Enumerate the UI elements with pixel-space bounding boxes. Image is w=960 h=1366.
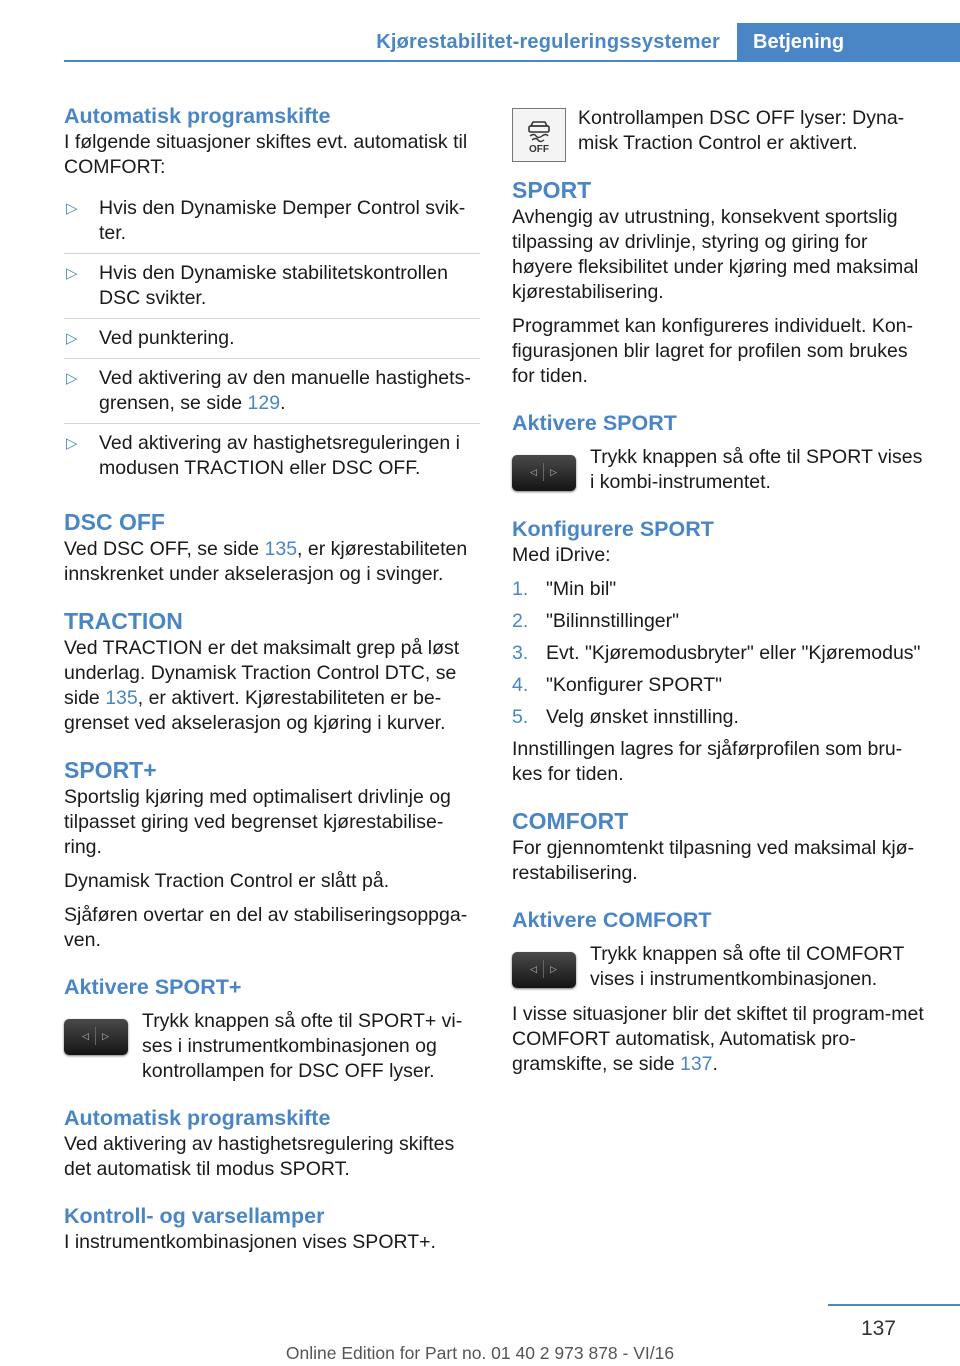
page-link-135[interactable]: 135 bbox=[264, 538, 298, 560]
header-rule bbox=[64, 60, 960, 62]
triangle-bullet-icon: ▷ bbox=[66, 265, 78, 282]
right-column bbox=[512, 102, 930, 1086]
page-number: 137 bbox=[860, 1317, 896, 1340]
paragraph: Med iDrive: bbox=[512, 544, 611, 566]
instruction-with-icon: ◁ ▷ Trykk knappen så ofte til SPORT vises i kombi-instrumentet. bbox=[512, 445, 930, 495]
triangle-bullet-icon: ▷ bbox=[66, 200, 78, 217]
paragraph: Ved DSC OFF, se side 135, er kjørestabiliteten innskrenket under akselerasjon og i svinger. bbox=[64, 538, 468, 585]
list-item: 3. Evt. "Kjøremodusbryter" eller "Kjøremodus" bbox=[512, 642, 921, 664]
left-column bbox=[64, 102, 480, 1264]
heading-dsc-off: DSC OFF bbox=[64, 509, 165, 535]
instruction-with-icon: OFF Kontrollampen DSC OFF lyser: Dyna-misk Traction Control er aktivert. bbox=[512, 106, 930, 156]
list-item: 4. "Konfigurer SPORT" bbox=[512, 674, 723, 696]
heading-aktivere-comfort: Aktivere COMFORT bbox=[512, 908, 712, 932]
driving-mode-button-icon: ◁ ▷ bbox=[512, 952, 576, 988]
bullet-list bbox=[64, 189, 480, 488]
driving-mode-button-icon: ◁ ▷ bbox=[512, 455, 576, 491]
heading-automatisk-programskifte-2: Automatisk programskifte bbox=[64, 1106, 331, 1130]
footer-rule bbox=[828, 1304, 960, 1306]
instruction-with-icon: ◁ ▷ Trykk knappen så ofte til SPORT+ vi-ses i instrumentkombinasjonen og kontrollampen for DSC OFF lyser. bbox=[64, 1009, 480, 1084]
paragraph: I følgende situasjoner skiftes evt. automatisk til COMFORT: bbox=[64, 131, 468, 178]
heading-kontroll-og-varsellamper: Kontroll- og varsellamper bbox=[64, 1204, 325, 1228]
header-chapter-tab[interactable]: Betjening bbox=[737, 23, 960, 62]
list-item: ▷ Hvis den Dynamiske stabilitetskontrollen DSC svikter. bbox=[64, 254, 480, 319]
list-item: ▷ Ved punktering. bbox=[64, 319, 480, 359]
page-link-137[interactable]: 137 bbox=[679, 1053, 713, 1075]
heading-sport-plus: SPORT+ bbox=[64, 757, 157, 783]
list-item: ▷ Ved aktivering av hastighetsreguleringen i modusen TRACTION eller DSC OFF. bbox=[66, 432, 460, 479]
paragraph: Avhengig av utrustning, konsekvent sportslig tilpassing av drivlinje, styring og giring for høyere fleksibilitet under kjøring med maksimal kjørestabilisering. bbox=[512, 206, 919, 303]
list-item: ▷ Ved aktivering av den manuelle hastighets-grensen, se side 129. bbox=[64, 359, 480, 424]
heading-konfigurere-sport: Konfigurere SPORT bbox=[512, 517, 714, 541]
driving-mode-button-icon: ◁ ▷ bbox=[64, 1019, 128, 1055]
triangle-bullet-icon: ▷ bbox=[66, 330, 78, 347]
instruction-with-icon: ◁ ▷ Trykk knappen så ofte til COMFORT vises i instrumentkombinasjonen. bbox=[512, 942, 930, 992]
edition-note: Online Edition for Part no. 01 40 2 973 878 - VI/16 bbox=[285, 1343, 675, 1363]
triangle-bullet-icon: ▷ bbox=[66, 370, 78, 387]
heading-aktivere-sport-plus: Aktivere SPORT+ bbox=[64, 975, 242, 999]
paragraph: Dynamisk Traction Control er slått på. bbox=[64, 870, 390, 892]
paragraph: Ved aktivering av hastighetsregulering skiftes det automatisk til modus SPORT. bbox=[64, 1133, 455, 1180]
heading-sport: SPORT bbox=[512, 177, 592, 203]
list-item: 2. "Bilinnstillinger" bbox=[512, 610, 680, 632]
list-item: ▷ Hvis den Dynamiske Demper Control svik-ter. bbox=[64, 189, 480, 254]
triangle-bullet-icon: ▷ bbox=[66, 435, 78, 452]
heading-aktivere-sport: Aktivere SPORT bbox=[512, 411, 677, 435]
paragraph: I visse situasjoner blir det skiftet til program-met COMFORT automatisk, Automatisk pro-gramskifte, se side 137. bbox=[512, 1003, 924, 1075]
list-item: 5. Velg ønsket innstilling. bbox=[512, 706, 739, 728]
list-item: 1. "Min bil" bbox=[512, 578, 617, 600]
svg-text:OFF: OFF bbox=[529, 144, 549, 155]
page-link-129[interactable]: 129 bbox=[247, 392, 281, 414]
paragraph: I instrumentkombinasjonen vises SPORT+. bbox=[64, 1231, 436, 1253]
page-link-135[interactable]: 135 bbox=[105, 687, 138, 709]
header-section-title: Kjørestabilitet-reguleringssystemer bbox=[376, 31, 720, 53]
paragraph: Ved TRACTION er det maksimalt grep på løst underlag. Dynamisk Traction Control DTC, se side 135, er aktivert. Kjørestabiliteten er be-grenset ved akselerasjon og kjøring i kurver. bbox=[64, 637, 460, 734]
dsc-off-lamp-icon bbox=[512, 108, 566, 162]
paragraph: For gjennomtenkt tilpasning ved maksimal kjø-restabilisering. bbox=[512, 837, 915, 884]
paragraph: Innstillingen lagres for sjåførprofilen som bru-kes for tiden. bbox=[512, 738, 903, 785]
paragraph: Sjåføren overtar en del av stabiliseringsoppga-ven. bbox=[64, 904, 468, 951]
paragraph: Programmet kan konfigureres individuelt. Kon-figurasjonen blir lagret for profilen som brukes for tiden. bbox=[512, 315, 914, 387]
paragraph: Sportslig kjøring med optimalisert drivlinje og tilpasset giring ved begrenset kjørestabilise-ring. bbox=[64, 786, 451, 858]
numbered-list bbox=[512, 577, 930, 737]
heading-automatisk-programskifte: Automatisk programskifte bbox=[64, 104, 331, 128]
heading-comfort: COMFORT bbox=[512, 808, 629, 834]
heading-traction: TRACTION bbox=[64, 608, 183, 634]
